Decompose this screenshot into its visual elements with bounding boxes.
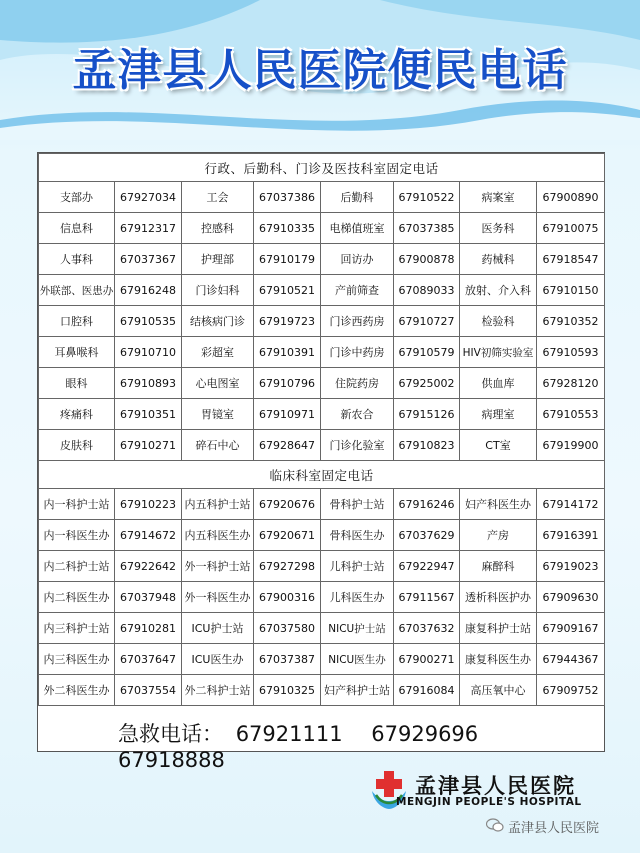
hospital-name-cn: 孟津县人民医院 xyxy=(415,773,576,798)
phone-number: 67910593 xyxy=(537,337,605,368)
emergency-number: 67921111 xyxy=(235,722,343,746)
department-name: 内五科护士站 xyxy=(182,489,254,520)
phone-number: 67910727 xyxy=(394,306,460,337)
phone-number: 67900890 xyxy=(537,182,605,213)
department-name: ICU护士站 xyxy=(182,613,254,644)
phone-number: 67920676 xyxy=(254,489,321,520)
department-name: 门诊妇科 xyxy=(182,275,254,306)
department-name: 口腔科 xyxy=(39,306,115,337)
department-name: 骨科护士站 xyxy=(321,489,394,520)
phone-directory xyxy=(37,152,605,772)
department-name: 皮肤科 xyxy=(39,430,115,461)
department-name: 内一科护士站 xyxy=(39,489,115,520)
table-row xyxy=(39,337,605,368)
emergency-label: 急救电话： xyxy=(118,722,223,746)
phone-number: 67910893 xyxy=(115,368,182,399)
phone-number: 67920671 xyxy=(254,520,321,551)
department-name: 电梯值班室 xyxy=(321,213,394,244)
phone-number: 67910971 xyxy=(254,399,321,430)
table-row xyxy=(39,520,605,551)
phone-number: 67916248 xyxy=(115,275,182,306)
table-row xyxy=(39,644,605,675)
department-name: 病理室 xyxy=(460,399,537,430)
phone-number: 67910710 xyxy=(115,337,182,368)
phone-number: 67910535 xyxy=(115,306,182,337)
phone-number: 67944367 xyxy=(537,644,605,675)
phone-number: 67900271 xyxy=(394,644,460,675)
phone-number: 67916246 xyxy=(394,489,460,520)
table-row xyxy=(39,613,605,644)
department-name: 内二科护士站 xyxy=(39,551,115,582)
phone-number: 67919723 xyxy=(254,306,321,337)
department-name: 回访办 xyxy=(321,244,394,275)
department-name: 产房 xyxy=(460,520,537,551)
department-name: 儿科护士站 xyxy=(321,551,394,582)
department-name: 住院药房 xyxy=(321,368,394,399)
table-row xyxy=(39,306,605,337)
page-title: 孟津县人民医院便民电话 xyxy=(72,45,568,96)
wechat-icon xyxy=(486,818,504,832)
phone-number: 67910521 xyxy=(254,275,321,306)
phone-number: 67910179 xyxy=(254,244,321,275)
department-name: 工会 xyxy=(182,182,254,213)
phone-number: 67037554 xyxy=(115,675,182,706)
department-name: CT室 xyxy=(460,430,537,461)
phone-number: 67916391 xyxy=(537,520,605,551)
department-name: 结核病门诊 xyxy=(182,306,254,337)
department-name: 人事科 xyxy=(39,244,115,275)
department-name: 碎石中心 xyxy=(182,430,254,461)
phone-number: 67928647 xyxy=(254,430,321,461)
wechat-account-name: 孟津县人民医院 xyxy=(508,821,600,836)
phone-number: 67910351 xyxy=(115,399,182,430)
table-row xyxy=(39,213,605,244)
department-name: 医务科 xyxy=(460,213,537,244)
phone-number: 67910223 xyxy=(115,489,182,520)
table-row xyxy=(39,675,605,706)
department-name: 内三科护士站 xyxy=(39,613,115,644)
phone-number: 67918547 xyxy=(537,244,605,275)
table-row xyxy=(39,244,605,275)
phone-number: 67037580 xyxy=(254,613,321,644)
department-name: 康复科医生办 xyxy=(460,644,537,675)
section-title: 临床科室固定电话 xyxy=(39,461,605,489)
phone-number: 67910553 xyxy=(537,399,605,430)
emergency-line xyxy=(38,718,604,772)
department-name: 门诊化验室 xyxy=(321,430,394,461)
department-name: 妇产科护士站 xyxy=(321,675,394,706)
phone-number: 67912317 xyxy=(115,213,182,244)
department-name: 信息科 xyxy=(39,213,115,244)
department-name: NICU护士站 xyxy=(321,613,394,644)
phone-number: 67915126 xyxy=(394,399,460,430)
department-name: NICU医生办 xyxy=(321,644,394,675)
phone-number: 67910579 xyxy=(394,337,460,368)
phone-number: 67909630 xyxy=(537,582,605,613)
department-name: 内三科医生办 xyxy=(39,644,115,675)
department-name: 后勤科 xyxy=(321,182,394,213)
phone-number: 67916084 xyxy=(394,675,460,706)
phone-number: 67914172 xyxy=(537,489,605,520)
phone-number: 67909752 xyxy=(537,675,605,706)
phone-number: 67914672 xyxy=(115,520,182,551)
department-name: 药械科 xyxy=(460,244,537,275)
department-name: 眼科 xyxy=(39,368,115,399)
department-name: 外联部、医患办 xyxy=(39,275,115,306)
department-name: 儿科医生办 xyxy=(321,582,394,613)
department-name: 心电图室 xyxy=(182,368,254,399)
table-row xyxy=(39,275,605,306)
phone-number: 67037367 xyxy=(115,244,182,275)
department-name: 内二科医生办 xyxy=(39,582,115,613)
department-name: ICU医生办 xyxy=(182,644,254,675)
table-row xyxy=(39,182,605,213)
section-header-row xyxy=(39,461,605,489)
phone-number: 67900878 xyxy=(394,244,460,275)
phone-number: 67922947 xyxy=(394,551,460,582)
phone-number: 67911567 xyxy=(394,582,460,613)
hospital-name-en: MENGJIN PEOPLE'S HOSPITAL xyxy=(396,796,582,808)
table-row xyxy=(39,430,605,461)
wechat-account xyxy=(508,817,599,836)
phone-number: 67919023 xyxy=(537,551,605,582)
phone-number: 67910352 xyxy=(537,306,605,337)
phone-number: 67910522 xyxy=(394,182,460,213)
department-name: 供血库 xyxy=(460,368,537,399)
phone-number: 67925002 xyxy=(394,368,460,399)
phone-number: 67910391 xyxy=(254,337,321,368)
phone-number: 67910823 xyxy=(394,430,460,461)
table-row xyxy=(39,489,605,520)
department-name: 放射、介入科 xyxy=(460,275,537,306)
department-name: 病案室 xyxy=(460,182,537,213)
phone-number: 67037632 xyxy=(394,613,460,644)
department-name: 支部办 xyxy=(39,182,115,213)
table-row xyxy=(39,399,605,430)
department-name: 疼痛科 xyxy=(39,399,115,430)
department-name: HIV初筛实验室 xyxy=(460,337,537,368)
department-name: 门诊西药房 xyxy=(321,306,394,337)
phone-number: 67910335 xyxy=(254,213,321,244)
department-name: 胃镜室 xyxy=(182,399,254,430)
department-name: 麻醉科 xyxy=(460,551,537,582)
phone-number: 67909167 xyxy=(537,613,605,644)
phone-number: 67910796 xyxy=(254,368,321,399)
department-name: 外一科医生办 xyxy=(182,582,254,613)
department-name: 外二科护士站 xyxy=(182,675,254,706)
phone-number: 67919900 xyxy=(537,430,605,461)
phone-number: 67037948 xyxy=(115,582,182,613)
department-name: 妇产科医生办 xyxy=(460,489,537,520)
department-name: 内五科医生办 xyxy=(182,520,254,551)
department-name: 内一科医生办 xyxy=(39,520,115,551)
department-name: 透析科医护办 xyxy=(460,582,537,613)
table-row xyxy=(39,582,605,613)
section-header-row xyxy=(39,154,605,182)
department-name: 护理部 xyxy=(182,244,254,275)
phone-table xyxy=(38,153,605,706)
department-name: 外一科护士站 xyxy=(182,551,254,582)
phone-number: 67900316 xyxy=(254,582,321,613)
phone-number: 67927298 xyxy=(254,551,321,582)
department-name: 产前筛查 xyxy=(321,275,394,306)
phone-number: 67922642 xyxy=(115,551,182,582)
department-name: 检验科 xyxy=(460,306,537,337)
phone-number: 67037385 xyxy=(394,213,460,244)
section-clinical xyxy=(39,461,605,706)
section-admin xyxy=(39,154,605,461)
phone-number: 67910281 xyxy=(115,613,182,644)
table-row xyxy=(39,551,605,582)
department-name: 耳鼻喉科 xyxy=(39,337,115,368)
phone-number: 67089033 xyxy=(394,275,460,306)
department-name: 康复科护士站 xyxy=(460,613,537,644)
phone-number: 67910271 xyxy=(115,430,182,461)
emergency-number: 67918888 xyxy=(118,748,225,772)
department-name: 彩超室 xyxy=(182,337,254,368)
table-row xyxy=(39,368,605,399)
department-name: 控感科 xyxy=(182,213,254,244)
department-name: 门诊中药房 xyxy=(321,337,394,368)
phone-number: 67037629 xyxy=(394,520,460,551)
emergency-number: 67929696 xyxy=(371,722,479,746)
department-name: 外二科医生办 xyxy=(39,675,115,706)
phone-number: 67927034 xyxy=(115,182,182,213)
phone-number: 67928120 xyxy=(537,368,605,399)
phone-number: 67037387 xyxy=(254,644,321,675)
department-name: 新农合 xyxy=(321,399,394,430)
department-name: 高压氧中心 xyxy=(460,675,537,706)
section-title: 行政、后勤科、门诊及医技科室固定电话 xyxy=(39,154,605,182)
phone-number: 67910150 xyxy=(537,275,605,306)
phone-number: 67037386 xyxy=(254,182,321,213)
phone-number: 67910075 xyxy=(537,213,605,244)
department-name: 骨科医生办 xyxy=(321,520,394,551)
phone-number: 67037647 xyxy=(115,644,182,675)
phone-number: 67910325 xyxy=(254,675,321,706)
